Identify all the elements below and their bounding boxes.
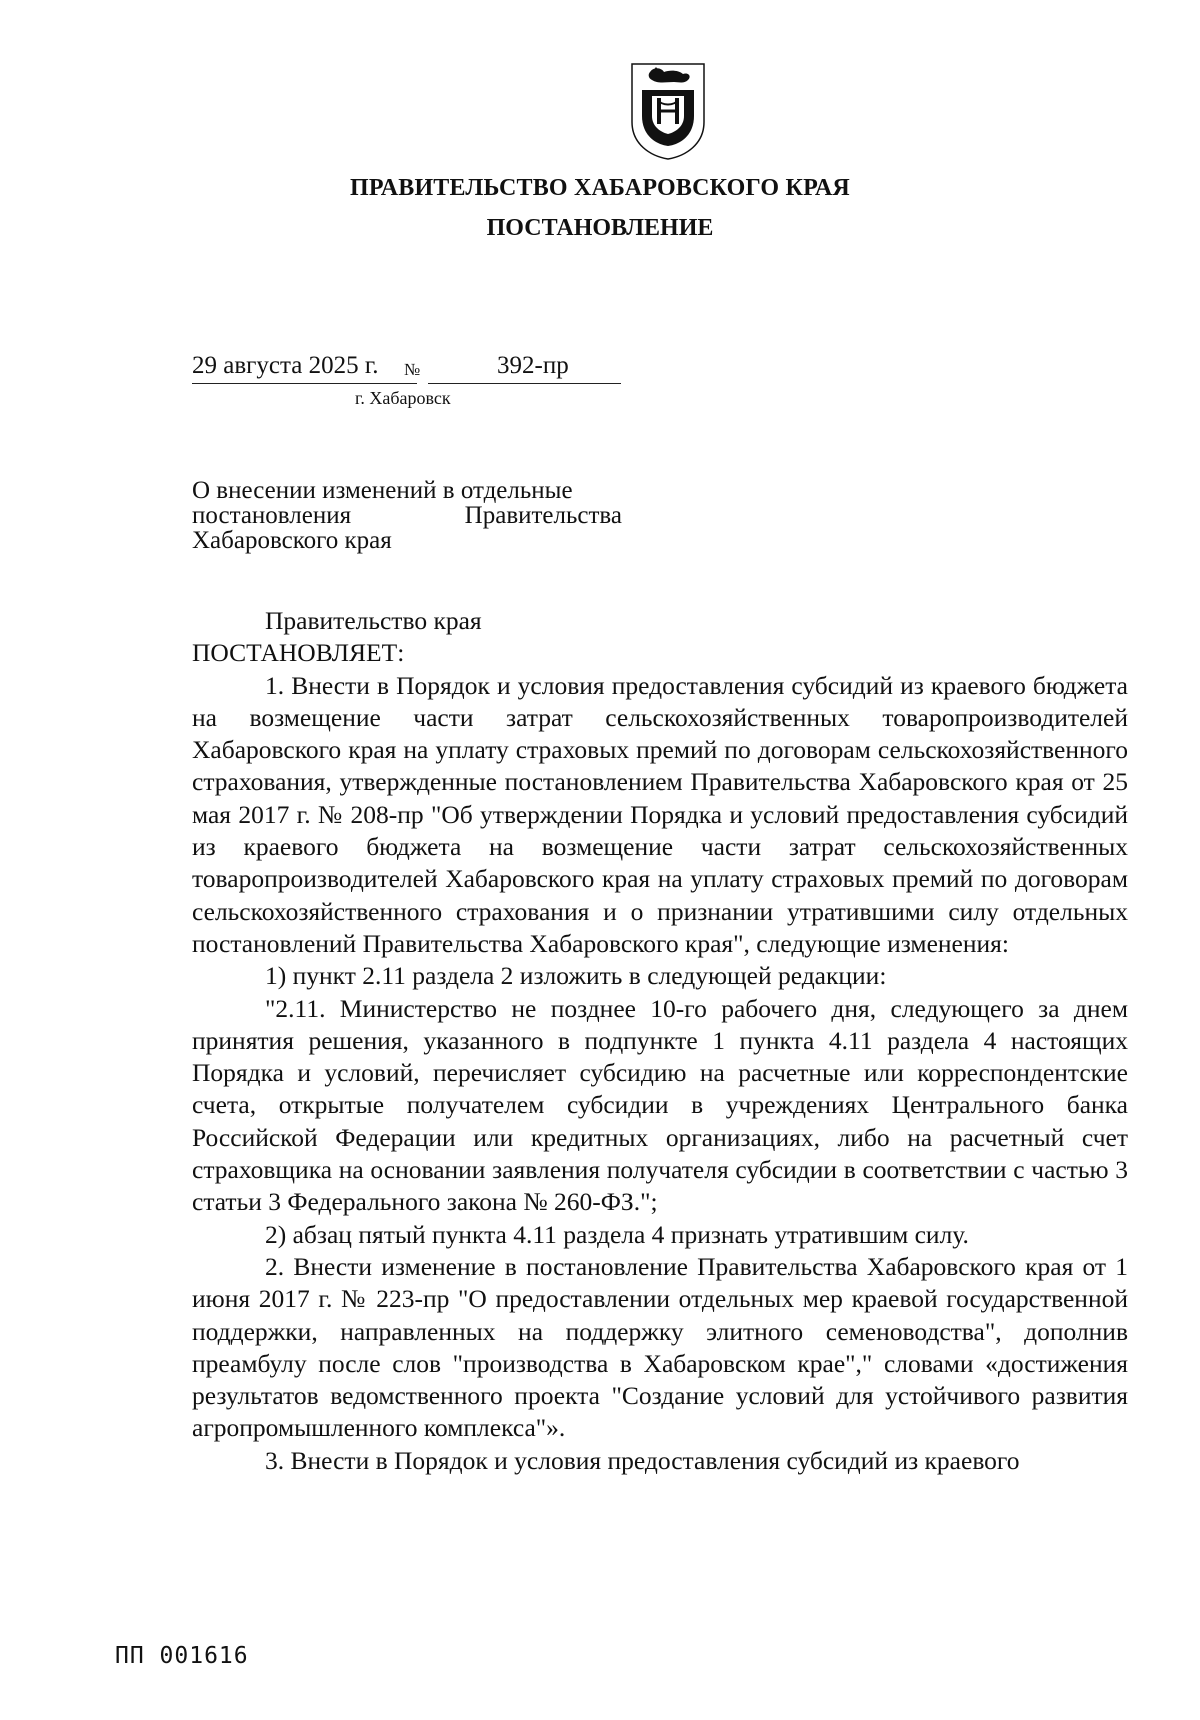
intro-resolves: ПОСТАНОВЛЯЕТ:	[192, 638, 405, 668]
paragraph-1: 1. Внести в Порядок и условия предоставления субсидий из краевого бюджета на возмещение части затрат сельскохозяйственных товаропроизводителей Хабаровского края на уплату страховых премий по договорам сельскохозяйственного страхования, утвержденные постановлением Правительства Хабаровского края от 25 мая 2017 г. № 208-пр "Об утверждении Порядка и условий предоставления субсидий из краевого бюджета на возмещение части затрат сельскохозяйственных товаропроизводителей Хабаровского края на уплату страховых премий по договорам сельскохозяйственного страхования и о признании утратившими силу отдельных постановлений Правительства Хабаровского края", следующие изменения:	[192, 670, 1128, 958]
paragraph-1-quote: "2.11. Министерство не позднее 10-го рабочего дня, следующего за днем принятия решения, указанного в подпункте 1 пункта 4.11 раздела 4 настоящих Порядка и условий, перечисляет субсидию на расчетные или корреспондентские счета, открытые получателем субсидии в учреждениях Центрального банка Российской Федерации или кредитных организациях, либо на расчетный счет страховщика на основании заявления получателя субсидии в соответствии с частью 3 статьи 3 Федерального закона № 260-ФЗ.";	[192, 993, 1128, 1217]
paragraph-1-item-1: 1) пункт 2.11 раздела 2 изложить в следующей редакции:	[265, 961, 887, 991]
number-underline	[428, 383, 621, 384]
document-body	[192, 605, 1128, 1477]
paragraph-1-item-2: 2) абзац пятый пункта 4.11 раздела 4 признать утратившим силу.	[265, 1219, 969, 1249]
paragraph-2: 2. Внести изменение в постановление Правительства Хабаровского края от 1 июня 2017 г. № 223-пр "О предоставлении отдельных мер краевой государственной поддержки, направленных на поддержку элитного семеноводства", дополнив преамбулу после слов "производства в Хабаровском крае"," словами «достижения результатов ведомственного проекта "Создание условий для устойчивого развития агропромышленного комплекса"».	[192, 1251, 1128, 1443]
document-subject	[192, 478, 622, 553]
subject-line-2-right: Правительства	[464, 502, 622, 529]
date-number-row	[192, 352, 642, 386]
number-sign: №	[404, 360, 421, 379]
paragraph-3: 3. Внести в Порядок и условия предоставления субсидий из краевого	[265, 1445, 1020, 1475]
organization-title: ПРАВИТЕЛЬСТВО ХАБАРОВСКОГО КРАЯ	[350, 175, 850, 201]
subject-line-2-left: постановления	[192, 502, 352, 529]
document-date: 29 августа 2025 г.	[192, 352, 379, 379]
document-place: г. Хабаровск	[355, 388, 451, 408]
subject-line-1: О внесении изменений в отдельные	[192, 477, 573, 504]
document-number: 392-пр	[497, 352, 569, 379]
intro-government: Правительство края	[265, 606, 482, 635]
khabarovsk-krai-coat-of-arms-icon	[628, 60, 708, 160]
subject-line-3: Хабаровского края	[192, 527, 392, 554]
document-type-title: ПОСТАНОВЛЕНИЕ	[486, 215, 714, 241]
subject-line-2	[192, 503, 622, 528]
form-code: ПП 001616	[115, 1643, 249, 1669]
date-underline	[192, 383, 417, 384]
